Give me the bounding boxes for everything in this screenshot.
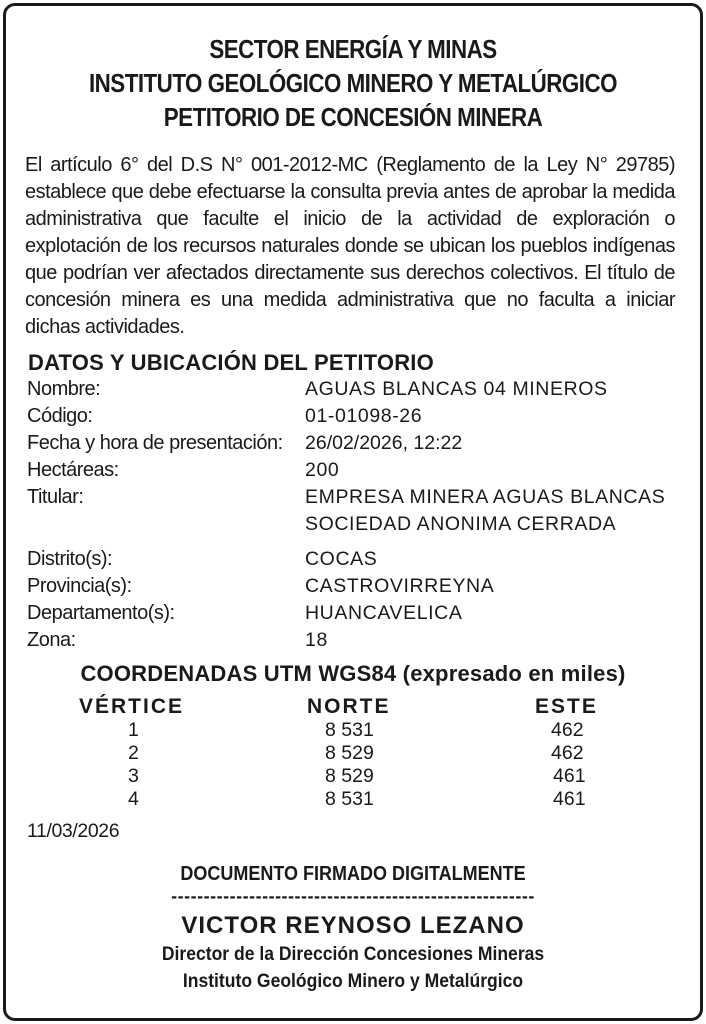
column-header-vertice: VÉRTICE bbox=[79, 695, 185, 718]
section-title: DATOS Y UBICACIÓN DEL PETITORIO bbox=[28, 350, 434, 375]
header-line-title: PETITORIO DE CONCESIÓN MINERA bbox=[163, 102, 543, 132]
notice-header bbox=[0, 32, 706, 134]
signer-name: VICTOR REYNOSO LEZANO bbox=[181, 912, 525, 939]
field-label-distrito: Distrito(s): bbox=[27, 548, 113, 570]
header-line-institute: INSTITUTO GEOLÓGICO MINERO Y METALÚRGICO bbox=[88, 68, 618, 98]
cell-vertice: 2 bbox=[128, 742, 139, 764]
cell-norte: 8 531 bbox=[325, 719, 374, 741]
intro-paragraph: El artículo 6° del D.S N° 001-2012-MC (Reglamento de la Ley N° 29785) establece que debe efectuarse la consulta previa antes de aprobar la medida administrativa que faculte el inicio de la actividad de exploración o explotación de los recursos naturales donde se ubican los pueblos indígenas que podrían ver afectados directamente sus derechos colectivos. El título de concesión minera es una medida administrativa que no faculta a iniciar dichas actividades. bbox=[25, 154, 675, 338]
cell-vertice: 4 bbox=[128, 788, 139, 810]
field-value-titular-line2: SOCIEDAD ANONIMA CERRADA bbox=[305, 513, 617, 535]
signer-role: Director de la Dirección Concesiones Mineras bbox=[161, 943, 545, 965]
field-value-zona: 18 bbox=[305, 629, 328, 651]
field-value-provincia: CASTROVIRREYNA bbox=[305, 575, 495, 597]
field-label-codigo: Código: bbox=[27, 405, 93, 427]
field-label-hectareas: Hectáreas: bbox=[27, 459, 119, 481]
cell-vertice: 1 bbox=[128, 719, 139, 741]
cell-este: 462 bbox=[551, 742, 584, 764]
signed-notice: DOCUMENTO FIRMADO DIGITALMENTE bbox=[180, 863, 526, 885]
column-header-norte: NORTE bbox=[307, 695, 391, 718]
coordinates-title: COORDENADAS UTM WGS84 (expresado en miles) bbox=[80, 661, 626, 686]
cell-norte: 8 529 bbox=[325, 742, 374, 764]
field-label-nombre: Nombre: bbox=[27, 378, 101, 400]
publication-date: 11/03/2026 bbox=[27, 820, 120, 842]
field-label-zona: Zona: bbox=[27, 629, 76, 651]
field-value-titular: EMPRESA MINERA AGUAS BLANCAS bbox=[305, 486, 666, 508]
field-label-provincia: Provincia(s): bbox=[27, 575, 132, 597]
field-value-nombre: AGUAS BLANCAS 04 MINEROS bbox=[305, 378, 608, 400]
field-value-distrito: COCAS bbox=[305, 548, 378, 570]
cell-este: 461 bbox=[553, 765, 586, 787]
signer-institution: Instituto Geológico Minero y Metalúrgico bbox=[182, 970, 524, 992]
field-value-hectareas: 200 bbox=[305, 459, 340, 481]
field-value-fecha: 26/02/2026, 12:22 bbox=[305, 432, 463, 454]
cell-norte: 8 529 bbox=[325, 765, 374, 787]
cell-norte: 8 531 bbox=[325, 788, 374, 810]
cell-este: 462 bbox=[551, 719, 584, 741]
cell-este: 461 bbox=[553, 788, 586, 810]
field-label-titular: Titular: bbox=[27, 486, 84, 508]
cell-vertice: 3 bbox=[128, 765, 139, 787]
header-line-sector: SECTOR ENERGÍA Y MINAS bbox=[209, 34, 497, 64]
field-label-departamento: Departamento(s): bbox=[27, 602, 175, 624]
field-value-codigo: 01-01098-26 bbox=[305, 405, 423, 427]
column-header-este: ESTE bbox=[535, 695, 598, 718]
field-label-fecha: Fecha y hora de presentación: bbox=[27, 432, 283, 454]
signature-line: -------------------------------------------------------- bbox=[171, 886, 535, 906]
field-value-departamento: HUANCAVELICA bbox=[305, 602, 463, 624]
